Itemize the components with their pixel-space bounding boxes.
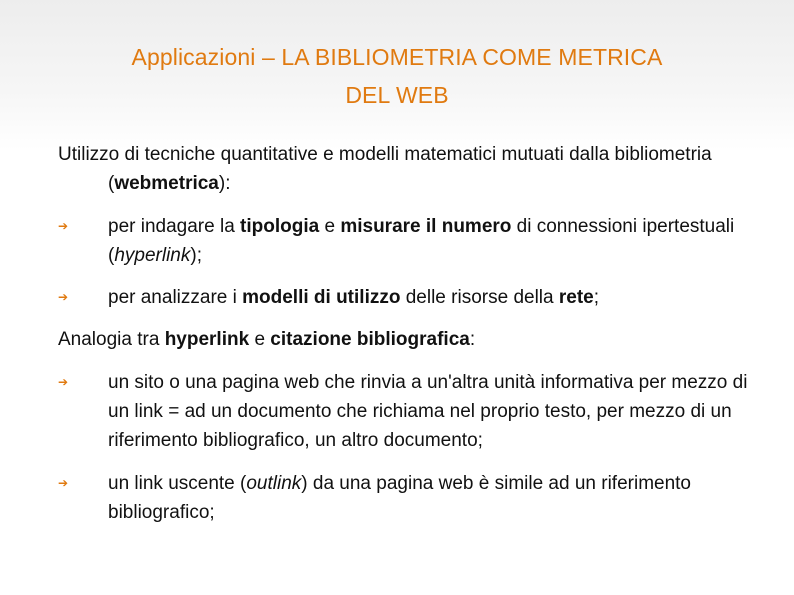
intro-paragraph-2 <box>58 325 768 354</box>
intro-paragraph-1 <box>58 140 768 198</box>
text-run: ) da una pagina web è simile ad un riferimento bibliografico; <box>108 473 692 523</box>
bullet-text <box>108 473 691 523</box>
text-run: per analizzare i <box>108 287 243 308</box>
slide-body <box>58 140 768 527</box>
bullet-list-2 <box>58 368 768 527</box>
arrow-right-icon: ➔ <box>57 375 69 389</box>
bullet-text <box>108 372 747 451</box>
bullet-item <box>58 212 768 270</box>
bullet-list-1 <box>58 212 768 312</box>
text-run: ): <box>218 173 231 194</box>
text-run: un sito o una pagina web che rinvia a un'altra unità informativa per mezzo di un link = ad un documento che richiama nel proprio testo, per mezzo di un riferimento bibliografico, un altro documento; <box>108 372 748 451</box>
text-run: un link uscente ( <box>108 473 247 494</box>
text-run: ); <box>190 245 202 266</box>
italic-text: hyperlink <box>114 245 191 266</box>
bold-text: misurare il numero <box>340 216 512 237</box>
text-run: ; <box>593 287 600 308</box>
arrow-right-icon: ➔ <box>57 290 69 304</box>
bold-text: rete <box>558 287 594 308</box>
arrow-right-icon: ➔ <box>57 219 69 233</box>
text-run: per indagare la <box>108 216 241 237</box>
text-run: : <box>469 329 476 350</box>
bullet-text <box>108 287 599 308</box>
italic-text: outlink <box>246 473 302 494</box>
bold-text: modelli di utilizzo <box>242 287 401 308</box>
bullet-item <box>58 469 768 527</box>
bold-text: hyperlink <box>164 329 250 350</box>
bold-text: citazione bibliografica <box>270 329 470 350</box>
slide-title <box>0 38 794 114</box>
bullet-text <box>108 216 734 266</box>
bold-text: webmetrica <box>114 173 219 194</box>
text-run: e <box>319 216 341 237</box>
arrow-right-icon: ➔ <box>57 476 69 490</box>
text-run: delle risorse della <box>400 287 559 308</box>
slide-title-line-1: Applicazioni – LA BIBLIOMETRIA COME METRICA <box>131 44 663 70</box>
slide-title-line-2: DEL WEB <box>345 82 449 108</box>
text-run: e <box>249 329 271 350</box>
text-run: Utilizzo di tecniche quantitative e modelli matematici mutuati dalla bibliometria ( <box>58 144 712 194</box>
bullet-item <box>58 283 768 312</box>
bold-text: tipologia <box>240 216 320 237</box>
bullet-item <box>58 368 768 455</box>
text-run: Analogia tra <box>58 329 165 350</box>
text-run: di connessioni ipertestuali ( <box>108 216 735 266</box>
